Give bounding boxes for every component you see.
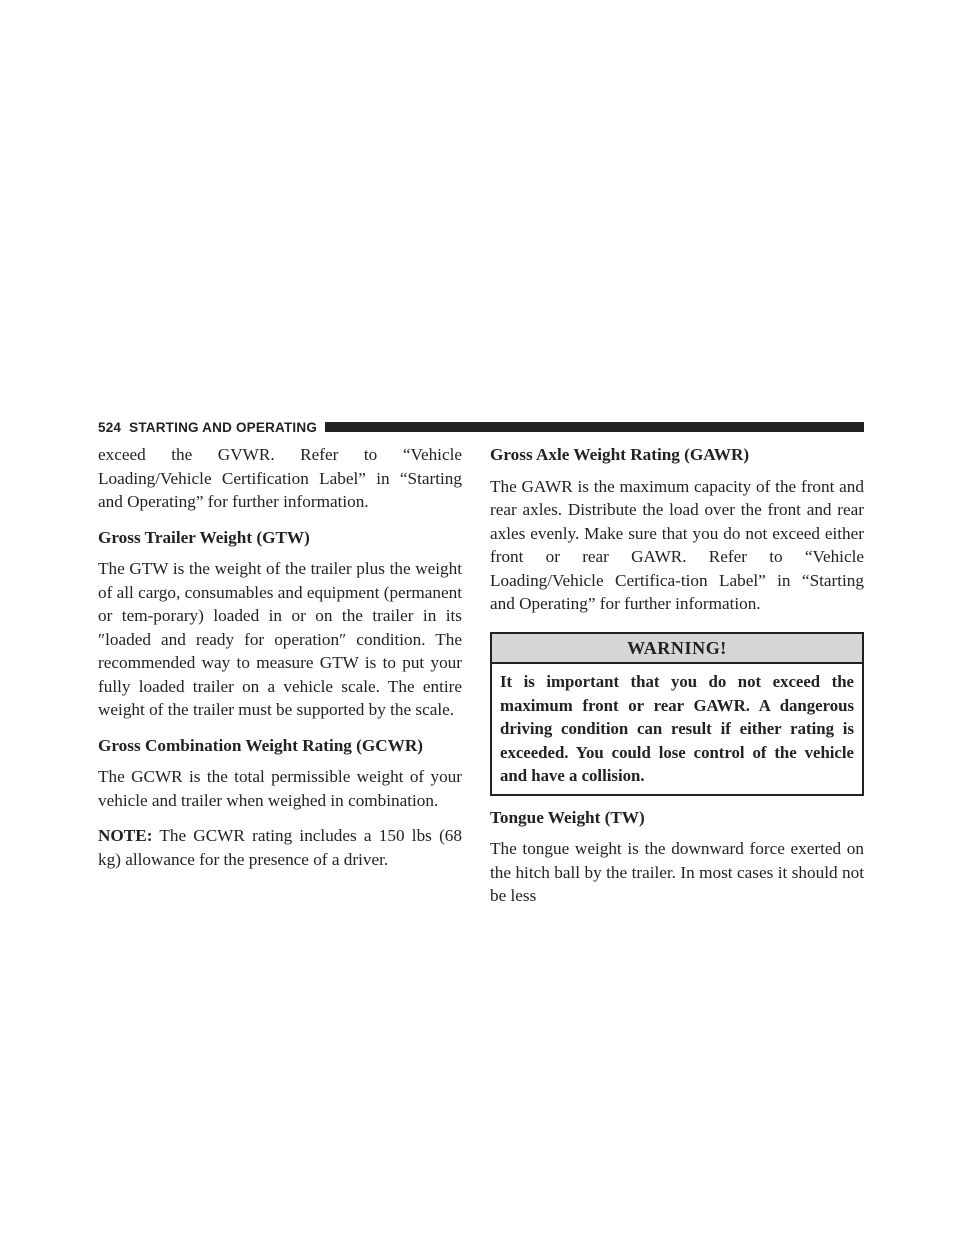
warning-text: It is important that you do not exceed the maximum front or rear GAWR. A dangerous driving condition can result if either rating is exceeded. You could lose control of the vehicle and have a collision. (500, 672, 854, 785)
gtw-paragraph: The GTW is the weight of the trailer plus the weight of all cargo, consumables and equipment (permanent or tem-porary) loaded in or on the trailer in its ″loaded and ready for operation″ condition. The recommended way to measure GTW is to put your fully loaded trailer on a vehicle scale. The entire weight of the trailer must be supported by the scale. (98, 559, 462, 719)
page-number: 524 (98, 419, 122, 435)
intro-paragraph: exceed the GVWR. Refer to “Vehicle Loading/Vehicle Certification Label” in “Starting and Operating” for further information. (98, 445, 462, 511)
tw-heading: Tongue Weight (TW) (490, 807, 645, 827)
note-paragraph (98, 824, 462, 871)
gtw-heading: Gross Trailer Weight (GTW) (98, 527, 310, 547)
page-header (98, 419, 864, 435)
gcwr-heading: Gross Combination Weight Rating (GCWR) (98, 735, 424, 755)
tw-paragraph: The tongue weight is the downward force exerted on the hitch ball by the trailer. In most cases it should not be less (490, 839, 864, 905)
warning-title: WARNING! (492, 634, 862, 665)
note-label: NOTE: (98, 826, 153, 845)
warning-box (490, 632, 864, 796)
gawr-paragraph: The GAWR is the maximum capacity of the front and rear axles. Distribute the load over the front and rear axles evenly. Make sure that you do not exceed either front or rear GAWR. Refer to “Vehicle Loading/Vehicle Certifica-tion Label” in “Starting and Operating” for further information. (490, 476, 864, 613)
header-rule (325, 422, 864, 432)
gcwr-paragraph: The GCWR is the total permissible weight of your vehicle and trailer when weighed in combination. (98, 767, 462, 810)
note-text: The GCWR rating includes a 150 lbs (68 kg) allowance for the presence of a driver. (98, 826, 462, 869)
right-column (490, 443, 864, 920)
left-column (98, 443, 462, 883)
section-title: STARTING AND OPERATING (129, 419, 318, 435)
gawr-heading: Gross Axle Weight Rating (GAWR) (490, 445, 750, 464)
